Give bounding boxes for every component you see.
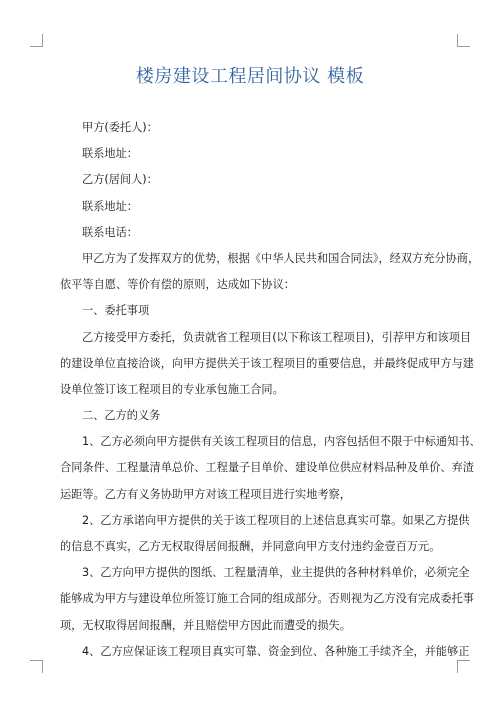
obligation1-line-1: 1、乙方必须向甲方提供有关该工程项目的信息，内容包括但不限于中标通知书、 — [82, 435, 481, 449]
crop-mark-bottom-left — [30, 660, 43, 673]
obligation4-line-1: 4、乙方应保证该工程项目真实可靠、资金到位、各种施工手续齐全，并能够正 — [82, 644, 470, 658]
obligation2-line-1: 2、乙方承诺向甲方提供的关于该工程项目的上述信息真实可靠。如果乙方提供 — [82, 513, 470, 527]
crop-mark-top-right — [457, 34, 470, 47]
field-party-a-address: 联系地址： — [82, 147, 138, 161]
obligation3-line-2: 能够成为甲方与建设单位所签订施工合同的组成部分。否则视为乙方没有完成委托事 — [60, 592, 474, 606]
obligation1-line-2: 合同条件、工程量清单总价、工程量子目单价、建设单位供应材料品种及单价、弃渣 — [60, 461, 474, 475]
intro-line-1: 甲乙方为了发挥双方的优势，根据《中华人民共和国合同法》，经双方充分协商， — [82, 251, 480, 265]
section1-line-2: 的建设单位直接洽谈，向甲方提供关于该工程项目的重要信息，并最终促成甲方与建 — [60, 356, 474, 370]
section1-heading: 一、委托事项 — [82, 304, 150, 318]
document-body — [60, 115, 481, 665]
section2-heading: 二、乙方的义务 — [82, 409, 161, 423]
obligation3-line-3: 项，无权取得居间报酬，并且赔偿甲方因此而遭受的损失。 — [60, 618, 351, 632]
intro-line-2: 依平等自愿、等价有偿的原则，达成如下协议： — [60, 278, 295, 292]
section1-line-3: 设单位签订该工程项目的专业承包施工合同。 — [60, 382, 284, 396]
crop-mark-top-left — [30, 34, 43, 47]
obligation2-line-2: 的信息不真实，乙方无权取得居间报酬，并同意向甲方支付违约金壹百万元。 — [60, 540, 441, 553]
obligation3-line-1: 3、乙方向甲方提供的图纸、工程量清单，业主提供的各种材料单价，必须完全 — [82, 566, 470, 580]
field-party-b: 乙方(居间人)： — [82, 173, 158, 187]
document-title: 楼房建设工程居间协议 模板 — [135, 66, 365, 87]
section1-line-1: 乙方接受甲方委托，负责就省工程项目(以下称该工程项目)，引荐甲方和该项目 — [82, 330, 472, 344]
field-party-b-phone: 联系电话： — [82, 225, 138, 239]
field-party-a: 甲方(委托人)： — [82, 121, 158, 134]
field-party-b-address: 联系地址： — [82, 199, 138, 213]
obligation1-line-3: 运距等。乙方有义务协助甲方对该工程项目进行实地考察， — [60, 487, 351, 501]
